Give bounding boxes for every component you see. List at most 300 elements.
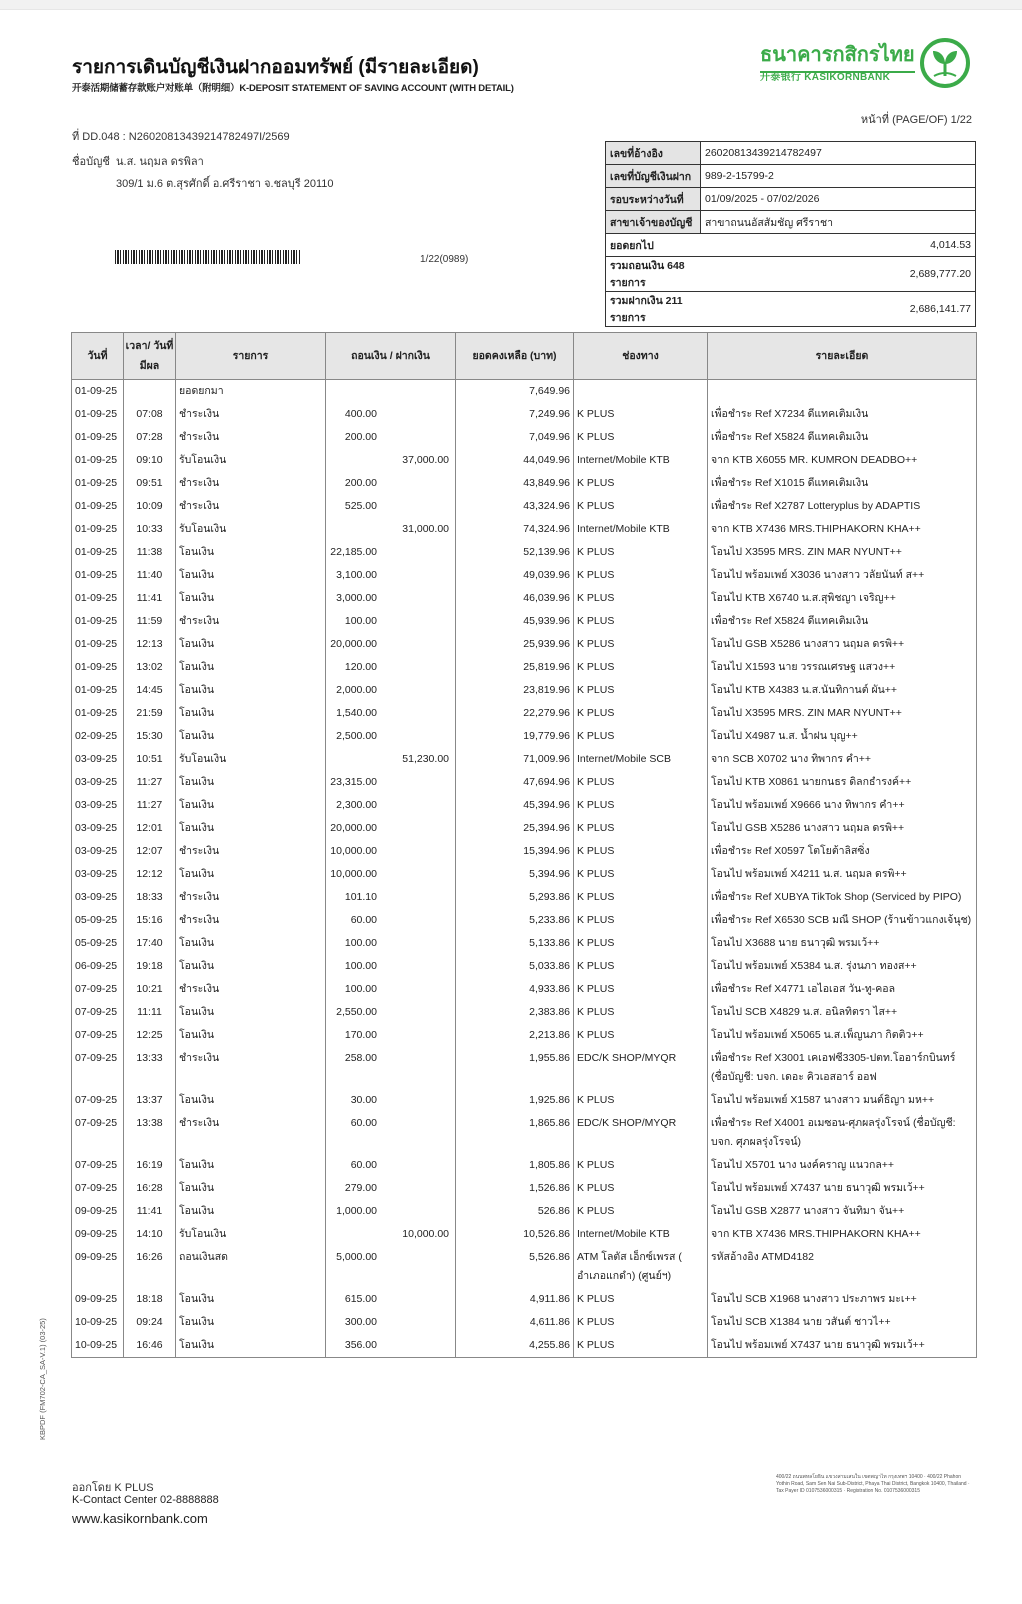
time-cell: 09:10	[124, 449, 176, 472]
time-cell: 09:51	[124, 472, 176, 495]
withdrawal-cell: 2,550.00	[326, 1001, 456, 1024]
channel-cell: K PLUS	[574, 817, 708, 840]
type-cell: ชำระเงิน	[176, 472, 326, 495]
date-cell: 01-09-25	[72, 380, 124, 404]
detail-cell: เพื่อชำระ Ref X6530 SCB มณี SHOP (ร้านข้าวแกงเจ้นุช)	[708, 909, 977, 932]
balance-cell: 19,779.96	[456, 725, 574, 748]
time-cell: 18:33	[124, 886, 176, 909]
account-address: 309/1 ม.6 ต.สุรศักดิ์ อ.ศรีราชา จ.ชลบุรี 20110	[116, 178, 334, 190]
date-cell: 07-09-25	[72, 1177, 124, 1200]
type-cell: โอนเงิน	[176, 702, 326, 725]
time-cell: 11:27	[124, 794, 176, 817]
type-cell: ถอนเงินสด	[176, 1246, 326, 1288]
detail-cell: โอนไป X5701 นาง นงค์คราญ แนวกล++	[708, 1154, 977, 1177]
time-cell: 12:13	[124, 633, 176, 656]
time-cell	[124, 380, 176, 404]
balance-cell: 1,865.86	[456, 1112, 574, 1154]
table-row	[72, 610, 977, 633]
time-cell: 21:59	[124, 702, 176, 725]
date-cell: 07-09-25	[72, 1089, 124, 1112]
table-row	[72, 587, 977, 610]
account-info-table	[605, 141, 976, 327]
withdrawal-cell: 258.00	[326, 1047, 456, 1089]
time-cell: 16:26	[124, 1246, 176, 1288]
barcode-number: 1/22(0989)	[420, 254, 469, 265]
balance-cell: 25,394.96	[456, 817, 574, 840]
detail-cell: โอนไป พร้อมเพย์ X7437 นาย ธนาวุฒิ พรมเว้++	[708, 1334, 977, 1358]
table-row	[72, 1047, 977, 1089]
type-cell: โอนเงิน	[176, 1154, 326, 1177]
date-cell: 07-09-25	[72, 1112, 124, 1154]
type-cell: รับโอนเงิน	[176, 1223, 326, 1246]
detail-cell: เพื่อชำระ Ref X5824 ดีแทคเติมเงิน	[708, 610, 977, 633]
detail-cell: โอนไป พร้อมเพย์ X3036 นางสาว วลัยนันท์ ส++	[708, 564, 977, 587]
channel-cell: K PLUS	[574, 702, 708, 725]
table-row	[72, 1112, 977, 1154]
date-cell: 09-09-25	[72, 1246, 124, 1288]
withdrawal-cell: 20,000.00	[326, 817, 456, 840]
date-cell: 01-09-25	[72, 587, 124, 610]
date-cell: 01-09-25	[72, 564, 124, 587]
table-row	[72, 955, 977, 978]
date-cell: 02-09-25	[72, 725, 124, 748]
balance-cell: 526.86	[456, 1200, 574, 1223]
time-cell: 11:59	[124, 610, 176, 633]
time-cell: 13:38	[124, 1112, 176, 1154]
date-cell: 07-09-25	[72, 1047, 124, 1089]
detail-cell: เพื่อชำระ Ref X4771 เอไอเอส วัน-ทู-คอล	[708, 978, 977, 1001]
withdrawal-cell: 2,300.00	[326, 794, 456, 817]
channel-cell: K PLUS	[574, 1177, 708, 1200]
channel-cell: K PLUS	[574, 978, 708, 1001]
balance-cell: 45,939.96	[456, 610, 574, 633]
date-cell: 01-09-25	[72, 518, 124, 541]
table-row	[72, 886, 977, 909]
detail-cell: เพื่อชำระ Ref X0597 โตโยต้าลิสซิ่ง	[708, 840, 977, 863]
info-label: เลขที่อ้างอิง	[606, 142, 701, 165]
info-label: เลขที่บัญชีเงินฝาก	[606, 165, 701, 188]
withdrawal-cell: 3,000.00	[326, 587, 456, 610]
channel-cell: K PLUS	[574, 472, 708, 495]
time-cell: 13:02	[124, 656, 176, 679]
channel-cell: K PLUS	[574, 725, 708, 748]
type-cell: โอนเงิน	[176, 587, 326, 610]
channel-cell: K PLUS	[574, 587, 708, 610]
withdrawal-cell: 22,185.00	[326, 541, 456, 564]
channel-cell: K PLUS	[574, 863, 708, 886]
table-row	[72, 725, 977, 748]
time-cell: 12:07	[124, 840, 176, 863]
info-value: สาขาถนนอัสสัมชัญ ศรีราชา	[701, 211, 976, 234]
balance-cell: 5,293.86	[456, 886, 574, 909]
detail-cell: จาก SCB X0702 นาง ทิพากร คำ++	[708, 748, 977, 771]
channel-cell: EDC/K SHOP/MYQR	[574, 1047, 708, 1089]
withdrawal-cell: 100.00	[326, 932, 456, 955]
date-cell: 05-09-25	[72, 909, 124, 932]
table-row	[72, 771, 977, 794]
channel-cell	[574, 380, 708, 404]
table-row	[72, 978, 977, 1001]
type-cell: รับโอนเงิน	[176, 449, 326, 472]
channel-cell: Internet/Mobile KTB	[574, 449, 708, 472]
channel-cell: K PLUS	[574, 1154, 708, 1177]
type-cell: โอนเงิน	[176, 1001, 326, 1024]
detail-cell: โอนไป KTB X6740 น.ส.สุพิชญา เจริญ++	[708, 587, 977, 610]
time-cell: 13:37	[124, 1089, 176, 1112]
form-code: KBPDF (FM702-CA_SA-V.1) (03-25)	[38, 1318, 47, 1440]
summary-row	[606, 292, 976, 327]
type-cell: โอนเงิน	[176, 1024, 326, 1047]
date-cell: 01-09-25	[72, 702, 124, 725]
summary-label: รวมฝากเงิน 211 รายการ	[606, 292, 701, 327]
time-cell: 12:01	[124, 817, 176, 840]
balance-cell: 74,324.96	[456, 518, 574, 541]
detail-cell: เพื่อชำระ Ref X7234 ดีแทคเติมเงิน	[708, 403, 977, 426]
balance-cell: 5,526.86	[456, 1246, 574, 1288]
table-row	[72, 794, 977, 817]
statement-subtitle: 开泰活期储蓄存款账户对账单（附明细）K-DEPOSIT STATEMENT OF SAVING ACCOUNT (WITH DETAIL)	[72, 83, 514, 94]
table-row	[72, 1334, 977, 1358]
detail-cell: เพื่อชำระ Ref XUBYA TikTok Shop (Serviced by PIPO)	[708, 886, 977, 909]
table-row	[72, 817, 977, 840]
withdrawal-cell: 10,000.00	[326, 840, 456, 863]
table-row	[72, 449, 977, 472]
table-row	[72, 748, 977, 771]
info-value: 989-2-15799-2	[701, 165, 976, 188]
channel-cell: K PLUS	[574, 495, 708, 518]
time-cell: 15:16	[124, 909, 176, 932]
detail-cell: โอนไป KTB X4383 น.ส.นันทิกานต์ ผัน++	[708, 679, 977, 702]
balance-cell: 25,939.96	[456, 633, 574, 656]
table-row	[72, 1154, 977, 1177]
type-cell: โอนเงิน	[176, 817, 326, 840]
date-cell: 06-09-25	[72, 955, 124, 978]
type-cell: โอนเงิน	[176, 1311, 326, 1334]
summary-row	[606, 234, 976, 257]
table-row	[72, 909, 977, 932]
document-number: ที่ DD.048 : N2602081343921478249​7I/2569	[72, 131, 290, 143]
info-label: สาขาเจ้าของบัญชี	[606, 211, 701, 234]
type-cell: ยอดยกมา	[176, 380, 326, 404]
date-cell: 03-09-25	[72, 748, 124, 771]
table-row	[72, 1089, 977, 1112]
detail-cell: โอนไป GSB X5286 นางสาว นฤมล ดรพิ++	[708, 633, 977, 656]
summary-label: ยอดยกไป	[606, 234, 701, 257]
withdrawal-cell: 60.00	[326, 1154, 456, 1177]
date-cell: 01-09-25	[72, 449, 124, 472]
type-cell: ชำระเงิน	[176, 403, 326, 426]
detail-cell: โอนไป X4987 น.ส. น้ำฝน บุญ++	[708, 725, 977, 748]
column-header: รายการ	[176, 333, 326, 380]
logo-english-text: 开泰银行 KASIKORNBANK	[760, 72, 891, 83]
type-cell: ชำระเงิน	[176, 886, 326, 909]
detail-cell: เพื่อชำระ Ref X5824 ดีแทคเติมเงิน	[708, 426, 977, 449]
website-link[interactable]: www.kasikornbank.com	[72, 1511, 208, 1526]
table-row	[72, 426, 977, 449]
time-cell: 18:18	[124, 1288, 176, 1311]
column-header: เวลา/ วันที่มีผล	[124, 333, 176, 380]
time-cell: 10:21	[124, 978, 176, 1001]
bank-address: 400/22 ถนนพหลโยธิน แขวงสามเสนใน เขตพญาไท กรุงเทพฯ 10400 · 400/22 Phahon Yothin Road, Sam Sen Nai Sub-District, Phaya Thai District, Bangkok 10400, Thailand · Tax Payer ID 0107536000315 · Registration No. 0107536000315	[776, 1474, 970, 1494]
channel-cell: ATM โลตัส เอ็กซ์เพรส ( อำเภอแกดำ) (ศูนย์ฯ)	[574, 1246, 708, 1288]
type-cell: ชำระเงิน	[176, 909, 326, 932]
time-cell: 12:25	[124, 1024, 176, 1047]
type-cell: รับโอนเงิน	[176, 518, 326, 541]
withdrawal-cell: 100.00	[326, 955, 456, 978]
table-row	[72, 633, 977, 656]
type-cell: โอนเงิน	[176, 771, 326, 794]
date-cell: 01-09-25	[72, 472, 124, 495]
balance-cell: 23,819.96	[456, 679, 574, 702]
top-bar	[0, 0, 1022, 10]
date-cell: 09-09-25	[72, 1288, 124, 1311]
channel-cell: K PLUS	[574, 1089, 708, 1112]
info-row	[606, 188, 976, 211]
channel-cell: K PLUS	[574, 1311, 708, 1334]
withdrawal-cell: 356.00	[326, 1334, 456, 1358]
detail-cell: โอนไป X3688 นาย ธนาวุฒิ พรมเว้++	[708, 932, 977, 955]
balance-cell: 22,279.96	[456, 702, 574, 725]
balance-cell: 5,033.86	[456, 955, 574, 978]
type-cell: โอนเงิน	[176, 932, 326, 955]
type-cell: โอนเงิน	[176, 1288, 326, 1311]
time-cell: 13:33	[124, 1047, 176, 1089]
withdrawal-cell: 170.00	[326, 1024, 456, 1047]
balance-cell: 10,526.86	[456, 1223, 574, 1246]
channel-cell: K PLUS	[574, 909, 708, 932]
detail-cell: โอนไป X1593 นาย วรรณเศรษฐ แสวง++	[708, 656, 977, 679]
detail-cell: โอนไป พร้อมเพย์ X1587 นางสาว มนต์ธิญา มห++	[708, 1089, 977, 1112]
info-label: รอบระหว่างวันที่	[606, 188, 701, 211]
balance-cell: 15,394.96	[456, 840, 574, 863]
balance-cell: 47,694.96	[456, 771, 574, 794]
info-row	[606, 165, 976, 188]
withdrawal-cell: 101.10	[326, 886, 456, 909]
logo-thai-text: ธนาคารกสิกรไทย	[760, 38, 915, 73]
withdrawal-cell: 279.00	[326, 1177, 456, 1200]
withdrawal-cell: 300.00	[326, 1311, 456, 1334]
balance-cell: 5,233.86	[456, 909, 574, 932]
type-cell: ชำระเงิน	[176, 978, 326, 1001]
deposit-cell: 10,000.00	[326, 1223, 456, 1246]
summary-value: 4,014.53	[701, 234, 976, 257]
withdrawal-cell: 30.00	[326, 1089, 456, 1112]
balance-cell: 5,394.96	[456, 863, 574, 886]
time-cell: 16:19	[124, 1154, 176, 1177]
summary-label: รวมถอนเงิน 648 รายการ	[606, 257, 701, 292]
balance-cell: 7,049.96	[456, 426, 574, 449]
channel-cell: K PLUS	[574, 1334, 708, 1358]
balance-cell: 25,819.96	[456, 656, 574, 679]
type-cell: โอนเงิน	[176, 564, 326, 587]
balance-cell: 7,249.96	[456, 403, 574, 426]
detail-cell: เพื่อชำระ Ref X4001 อเมซอน-ศุภผลรุ่งโรจน์ (ชื่อบัญชี: บจก. ศุภผลรุ่งโรจน์)	[708, 1112, 977, 1154]
time-cell: 14:10	[124, 1223, 176, 1246]
summary-value: 2,689,777.20	[701, 257, 976, 292]
channel-cell: K PLUS	[574, 840, 708, 863]
channel-cell: K PLUS	[574, 932, 708, 955]
detail-cell: จาก KTB X7436 MRS.THIPHAKORN KHA++	[708, 1223, 977, 1246]
type-cell: โอนเงิน	[176, 1200, 326, 1223]
transactions-table	[71, 332, 977, 1358]
detail-cell: โอนไป GSB X5286 นางสาว นฤมล ดรพิ++	[708, 817, 977, 840]
table-row	[72, 1223, 977, 1246]
time-cell: 09:24	[124, 1311, 176, 1334]
date-cell: 01-09-25	[72, 495, 124, 518]
channel-cell: K PLUS	[574, 1288, 708, 1311]
withdrawal-cell: 525.00	[326, 495, 456, 518]
channel-cell: K PLUS	[574, 426, 708, 449]
detail-cell: รหัสอ้างอิง ATMD4182	[708, 1246, 977, 1288]
table-row	[72, 1024, 977, 1047]
withdrawal-cell: 3,100.00	[326, 564, 456, 587]
time-cell: 11:38	[124, 541, 176, 564]
deposit-cell: 37,000.00	[326, 449, 456, 472]
info-row	[606, 142, 976, 165]
date-cell: 03-09-25	[72, 886, 124, 909]
channel-cell: K PLUS	[574, 610, 708, 633]
table-row	[72, 1177, 977, 1200]
type-cell: โอนเงิน	[176, 1177, 326, 1200]
type-cell: โอนเงิน	[176, 656, 326, 679]
date-cell: 10-09-25	[72, 1311, 124, 1334]
time-cell: 14:45	[124, 679, 176, 702]
kasikornbank-logo	[760, 38, 975, 94]
withdrawal-cell: 200.00	[326, 426, 456, 449]
type-cell: ชำระเงิน	[176, 426, 326, 449]
channel-cell: K PLUS	[574, 1024, 708, 1047]
leaf-logo-icon	[920, 38, 970, 88]
time-cell: 16:46	[124, 1334, 176, 1358]
time-cell: 07:08	[124, 403, 176, 426]
statement-title: รายการเดินบัญชีเงินฝากออมทรัพย์ (มีรายละเอียด)	[72, 57, 479, 78]
date-cell: 03-09-25	[72, 863, 124, 886]
channel-cell: K PLUS	[574, 1200, 708, 1223]
detail-cell: โอนไป พร้อมเพย์ X7437 นาย ธนาวุฒิ พรมเว้++	[708, 1177, 977, 1200]
channel-cell: K PLUS	[574, 794, 708, 817]
withdrawal-cell: 5,000.00	[326, 1246, 456, 1288]
channel-cell: K PLUS	[574, 633, 708, 656]
table-row	[72, 679, 977, 702]
time-cell: 12:12	[124, 863, 176, 886]
info-value: 260208134392147824​97	[701, 142, 976, 165]
channel-cell: K PLUS	[574, 541, 708, 564]
detail-cell: โอนไป GSB X2877 นางสาว จันทิมา จัน++	[708, 1200, 977, 1223]
account-name-label: ชื่อบัญชี	[72, 156, 110, 168]
summary-value: 2,686,141.77	[701, 292, 976, 327]
table-row	[72, 863, 977, 886]
time-cell: 11:41	[124, 587, 176, 610]
issued-by: ออกโดย K PLUS	[72, 1482, 154, 1494]
info-value: 01/09/2025 - 07/02/2026	[701, 188, 976, 211]
balance-cell: 46,039.96	[456, 587, 574, 610]
withdrawal-cell: 100.00	[326, 978, 456, 1001]
detail-cell	[708, 380, 977, 404]
withdrawal-cell: 1,540.00	[326, 702, 456, 725]
time-cell: 17:40	[124, 932, 176, 955]
account-name: น.ส. นฤมล ดรพิลา	[116, 156, 204, 168]
detail-cell: โอนไป พร้อมเพย์ X5065 น.ส.เพ็ญนภา กิตติว++	[708, 1024, 977, 1047]
date-cell: 09-09-25	[72, 1200, 124, 1223]
withdrawal-cell: 400.00	[326, 403, 456, 426]
type-cell: โอนเงิน	[176, 679, 326, 702]
detail-cell: โอนไป X3595 MRS. ZIN MAR NYUNT++	[708, 541, 977, 564]
channel-cell: K PLUS	[574, 564, 708, 587]
date-cell: 10-09-25	[72, 1334, 124, 1358]
type-cell: รับโอนเงิน	[176, 748, 326, 771]
date-cell: 07-09-25	[72, 1024, 124, 1047]
detail-cell: จาก KTB X6055 MR. KUMRON DEADBO++	[708, 449, 977, 472]
time-cell: 10:09	[124, 495, 176, 518]
detail-cell: โอนไป พร้อมเพย์ X9666 นาง ทิพากร คำ++	[708, 794, 977, 817]
withdrawal-cell: 1,000.00	[326, 1200, 456, 1223]
table-row	[72, 1200, 977, 1223]
channel-cell: K PLUS	[574, 886, 708, 909]
detail-cell: โอนไป SCB X1968 นางสาว ประภาพร มะเ++	[708, 1288, 977, 1311]
column-header: ช่องทาง	[574, 333, 708, 380]
table-row	[72, 840, 977, 863]
date-cell: 03-09-25	[72, 771, 124, 794]
withdrawal-cell: 20,000.00	[326, 633, 456, 656]
balance-cell: 4,933.86	[456, 978, 574, 1001]
balance-cell: 45,394.96	[456, 794, 574, 817]
table-row	[72, 541, 977, 564]
channel-cell: K PLUS	[574, 1001, 708, 1024]
detail-cell: โอนไป พร้อมเพย์ X4211 น.ส. นฤมล ดรพิ++	[708, 863, 977, 886]
date-cell: 01-09-25	[72, 610, 124, 633]
date-cell: 03-09-25	[72, 840, 124, 863]
table-row	[72, 1288, 977, 1311]
channel-cell: K PLUS	[574, 656, 708, 679]
table-row	[72, 702, 977, 725]
time-cell: 11:27	[124, 771, 176, 794]
withdrawal-cell: 60.00	[326, 1112, 456, 1154]
date-cell: 05-09-25	[72, 932, 124, 955]
table-row	[72, 495, 977, 518]
type-cell: โอนเงิน	[176, 1334, 326, 1358]
withdrawal-cell: 200.00	[326, 472, 456, 495]
balance-cell: 4,911.86	[456, 1288, 574, 1311]
time-cell: 16:28	[124, 1177, 176, 1200]
table-row	[72, 1311, 977, 1334]
channel-cell: Internet/Mobile KTB	[574, 1223, 708, 1246]
channel-cell: Internet/Mobile SCB	[574, 748, 708, 771]
balance-cell: 1,955.86	[456, 1047, 574, 1089]
detail-cell: โอนไป KTB X0861 นายกนธร ดิลกธำรงค์++	[708, 771, 977, 794]
date-cell: 01-09-25	[72, 426, 124, 449]
balance-cell: 1,925.86	[456, 1089, 574, 1112]
balance-cell: 71,009.96	[456, 748, 574, 771]
channel-cell: K PLUS	[574, 403, 708, 426]
withdrawal-cell: 60.00	[326, 909, 456, 932]
detail-cell: เพื่อชำระ Ref X2787 Lotteryplus by ADAPTIS	[708, 495, 977, 518]
balance-cell: 2,383.86	[456, 1001, 574, 1024]
table-row	[72, 403, 977, 426]
detail-cell: โอนไป X3595 MRS. ZIN MAR NYUNT++	[708, 702, 977, 725]
detail-cell: เพื่อชำระ Ref X3001 เคเอฟซี3305-ปตท.โออาร์กบินทร์ (ชื่อบัญชี: บจก. เดอะ คิวเอสอาร์ ออฟ	[708, 1047, 977, 1089]
column-header: ยอดคงเหลือ (บาท)	[456, 333, 574, 380]
withdrawal-cell: 10,000.00	[326, 863, 456, 886]
channel-cell: EDC/K SHOP/MYQR	[574, 1112, 708, 1154]
balance-cell: 4,611.86	[456, 1311, 574, 1334]
type-cell: ชำระเงิน	[176, 840, 326, 863]
time-cell: 11:11	[124, 1001, 176, 1024]
type-cell: โอนเงิน	[176, 1089, 326, 1112]
balance-cell: 2,213.86	[456, 1024, 574, 1047]
balance-cell: 44,049.96	[456, 449, 574, 472]
type-cell: โอนเงิน	[176, 633, 326, 656]
table-row	[72, 380, 977, 404]
